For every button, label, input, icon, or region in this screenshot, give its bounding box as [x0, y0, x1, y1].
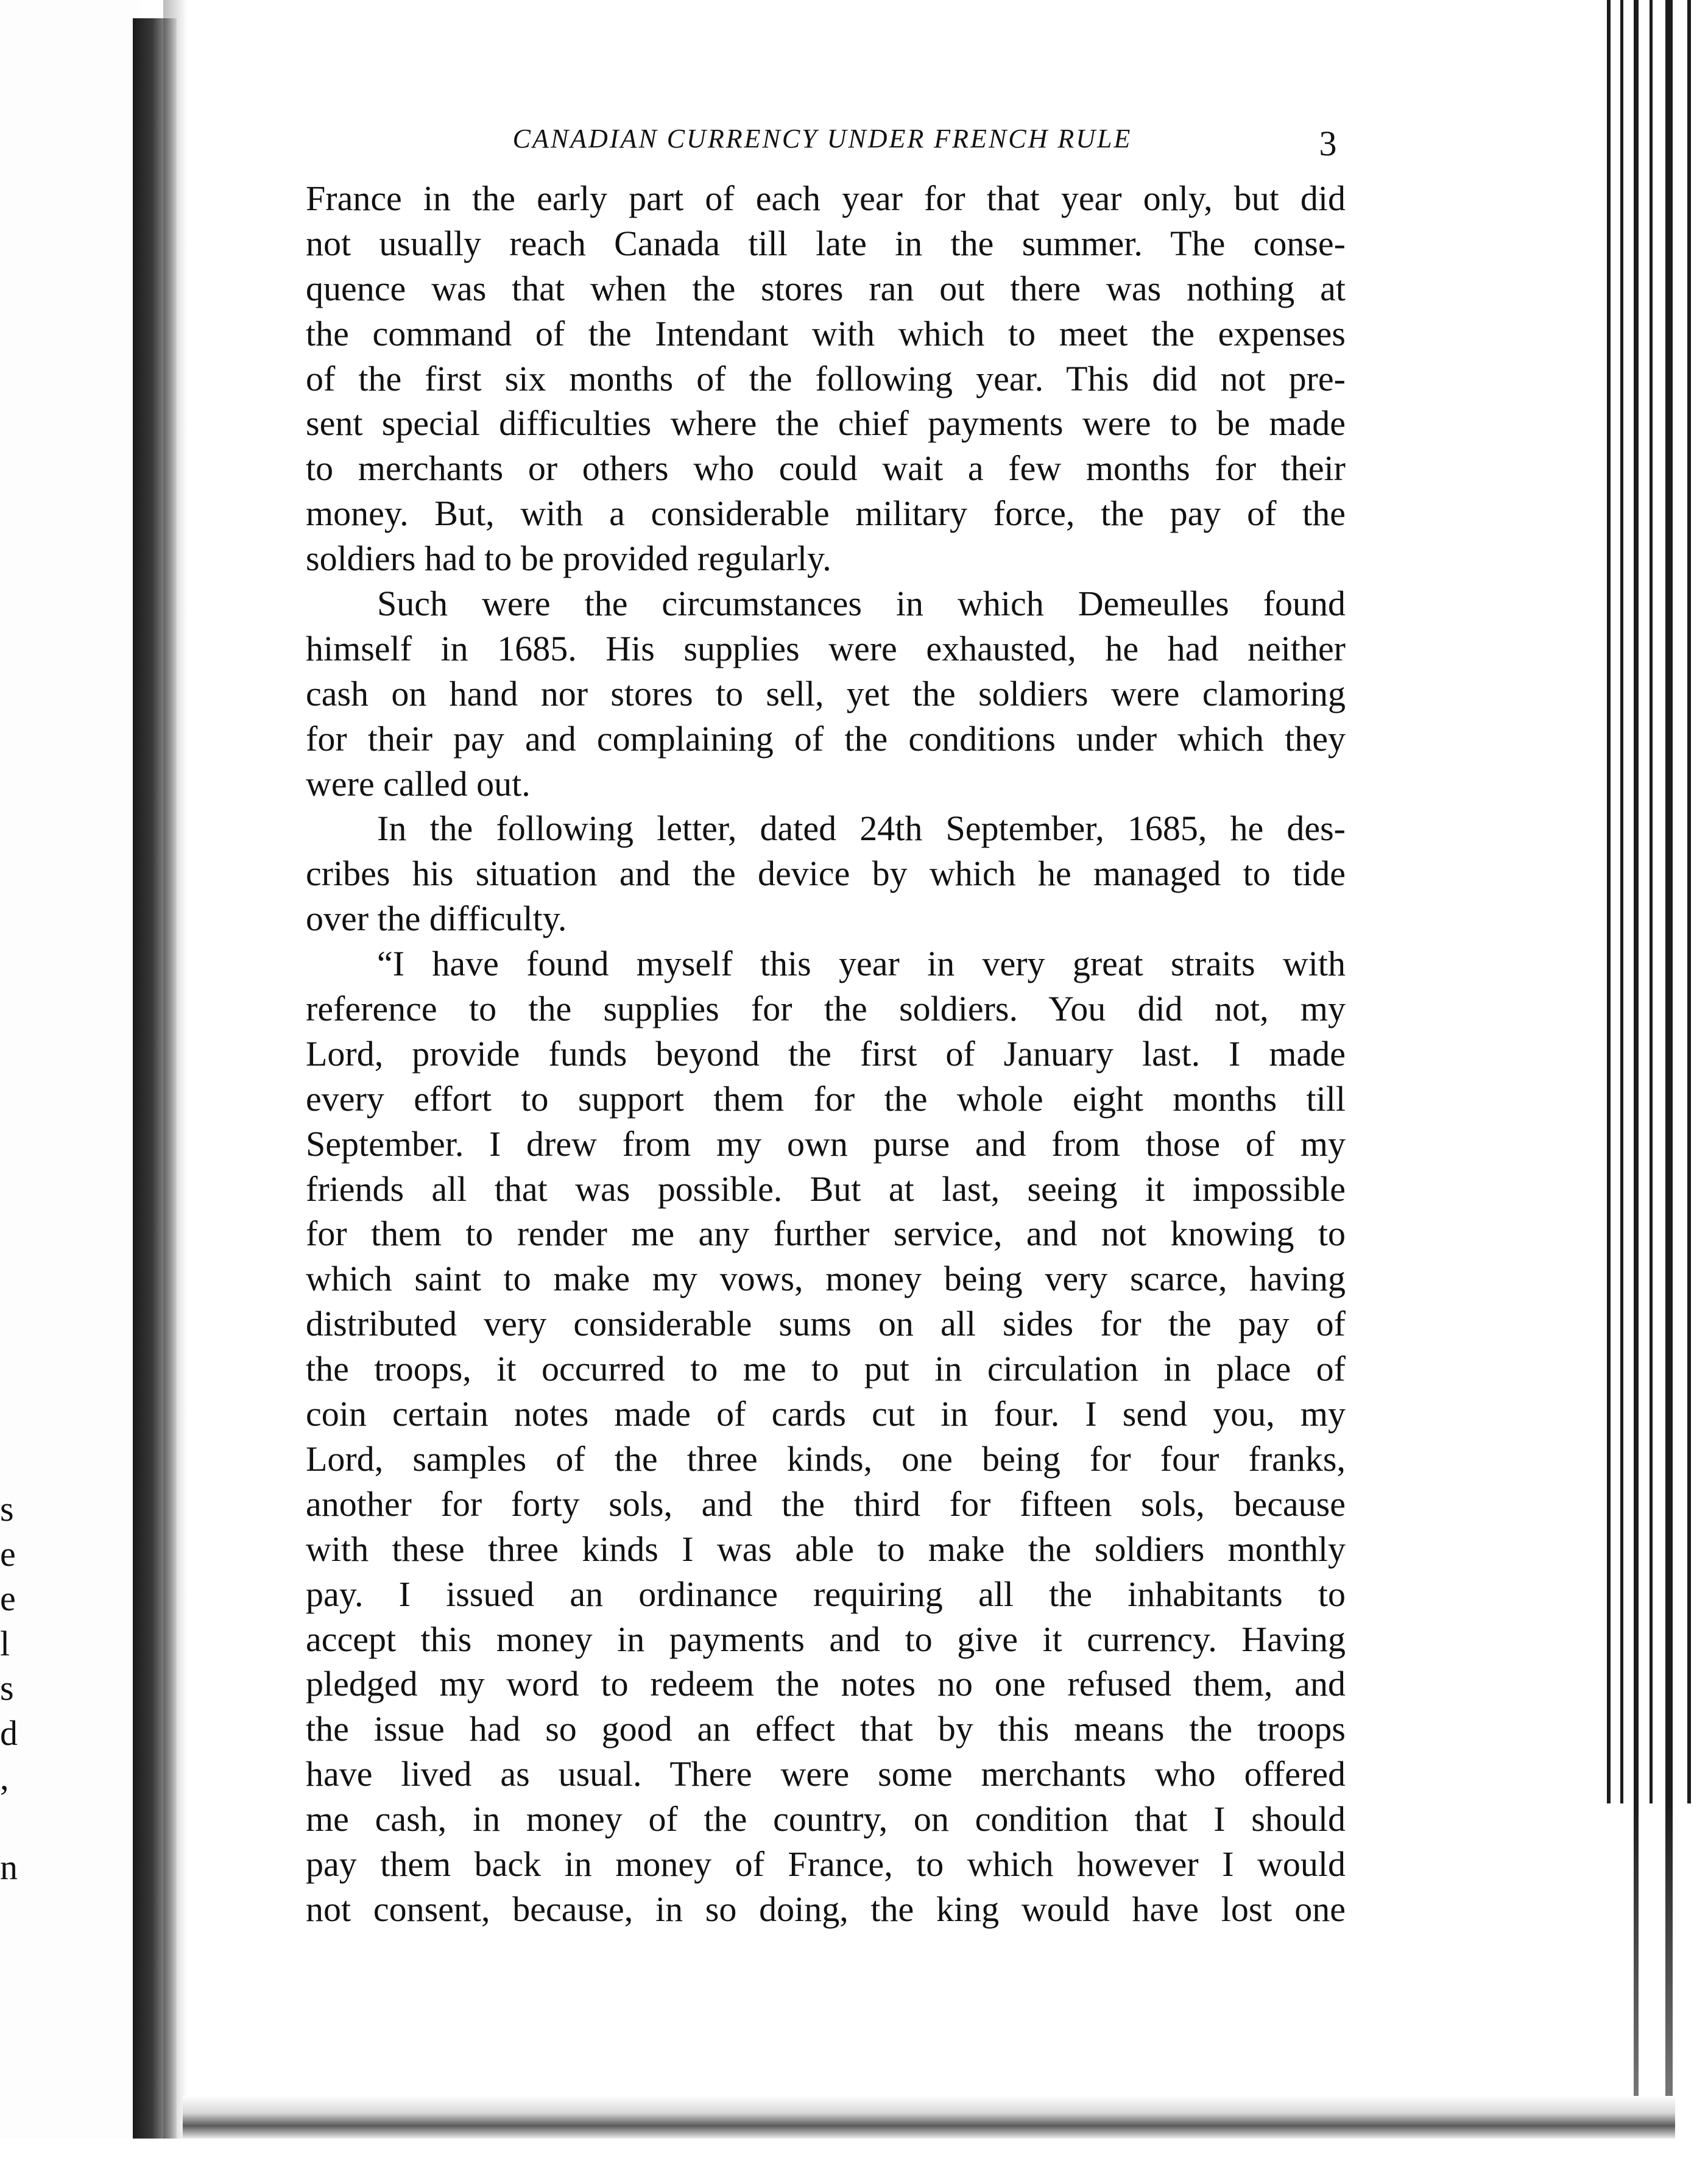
running-head: CANADIAN CURRENCY UNDER FRENCH RULE — [512, 124, 1132, 154]
text-line: friends all that was possible. But at last, seeing it impossible — [306, 1169, 1346, 1209]
page-number: 3 — [1319, 124, 1337, 163]
text-line: of the first six months of the following year. This did not pre- — [306, 358, 1346, 398]
page-bottom-edge — [183, 2096, 1675, 2139]
text-line: another for forty sols, and the third for fifteen sols, because — [306, 1484, 1346, 1524]
gutter-shade — [163, 0, 188, 2169]
text-line: me cash, in money of the country, on condition that I should — [306, 1799, 1346, 1839]
text-line: Such were the circumstances in which Demeulles found — [377, 584, 1346, 624]
text-line: “I have found myself this year in very great straits with — [377, 944, 1346, 984]
margin-fragment: n — [0, 1847, 18, 1887]
margin-fragment: l — [0, 1623, 10, 1663]
text-line: pay. I issued an ordinance requiring all the inhabitants to — [306, 1574, 1346, 1614]
text-line: France in the early part of each year for that year only, but did — [306, 179, 1346, 218]
text-line: the command of the Intendant with which to meet the expenses — [306, 313, 1346, 353]
text-line: were called out. — [306, 763, 531, 804]
text-line: In the following letter, dated 24th September, 1685, he des- — [377, 809, 1346, 849]
text-line: cash on hand nor stores to sell, yet the soldiers were clamoring — [306, 673, 1346, 713]
text-line: not usually reach Canada till late in the summer. The conse- — [306, 223, 1346, 263]
text-line: Lord, provide funds beyond the first of January last. I made — [306, 1033, 1346, 1074]
text-line: for their pay and complaining of the conditions under which they — [306, 718, 1346, 759]
text-line: pledged my word to redeem the notes no one refused them, and — [306, 1664, 1346, 1704]
margin-fragment: e — [0, 1579, 16, 1618]
page-stack-edge — [1602, 0, 1708, 2169]
margin-fragment: , — [0, 1758, 9, 1797]
text-line: for them to render me any further service, and not knowing to — [306, 1214, 1346, 1254]
margin-fragment: s — [0, 1489, 14, 1529]
text-line: soldiers had to be provided regularly. — [306, 539, 831, 579]
scan-bottom-margin — [0, 2139, 1708, 2169]
text-line: reference to the supplies for the soldiers. You did not, my — [306, 989, 1346, 1029]
text-line: quence was that when the stores ran out there was nothing at — [306, 268, 1346, 308]
text-line: September. I drew from my own purse and from those of my — [306, 1123, 1346, 1164]
margin-fragment: d — [0, 1713, 18, 1753]
text-line: coin certain notes made of cards cut in four. I send you, my — [306, 1394, 1346, 1434]
text-line: pay them back in money of France, to which however I would — [306, 1844, 1346, 1884]
text-line: which saint to make my vows, money being very scarce, having — [306, 1259, 1346, 1299]
text-line: cribes his situation and the device by which he managed to tide — [306, 854, 1346, 894]
text-line: accept this money in payments and to give it currency. Having — [306, 1619, 1346, 1659]
body-text — [306, 176, 1346, 1932]
text-line: to merchants or others who could wait a few months for their — [306, 448, 1346, 489]
margin-fragment — [0, 1800, 24, 1845]
text-line: sent special difficulties where the chief payments were to be made — [306, 403, 1346, 444]
text-line: with these three kinds I was able to make the soldiers monthly — [306, 1529, 1346, 1569]
text-line: himself in 1685. His supplies were exhausted, he had neither — [306, 628, 1346, 668]
text-line: money. But, with a considerable military force, the pay of the — [306, 494, 1346, 534]
text-line: the issue had so good an effect that by this means the troops — [306, 1709, 1346, 1749]
facing-page-text-fragments — [0, 1487, 24, 1890]
margin-fragment: s — [0, 1668, 14, 1708]
margin-fragment: e — [0, 1534, 16, 1574]
text-line: distributed very considerable sums on all sides for the pay of — [306, 1304, 1346, 1344]
text-line: every effort to support them for the whole eight months till — [306, 1078, 1346, 1119]
text-line: the troops, it occurred to me to put in circulation in place of — [306, 1349, 1346, 1389]
text-line: Lord, samples of the three kinds, one being for four franks, — [306, 1438, 1346, 1479]
text-line: have lived as usual. There were some merchants who offered — [306, 1754, 1346, 1794]
text-line: not consent, because, in so doing, the king would have lost one — [306, 1889, 1346, 1929]
text-line: over the difficulty. — [306, 899, 567, 939]
